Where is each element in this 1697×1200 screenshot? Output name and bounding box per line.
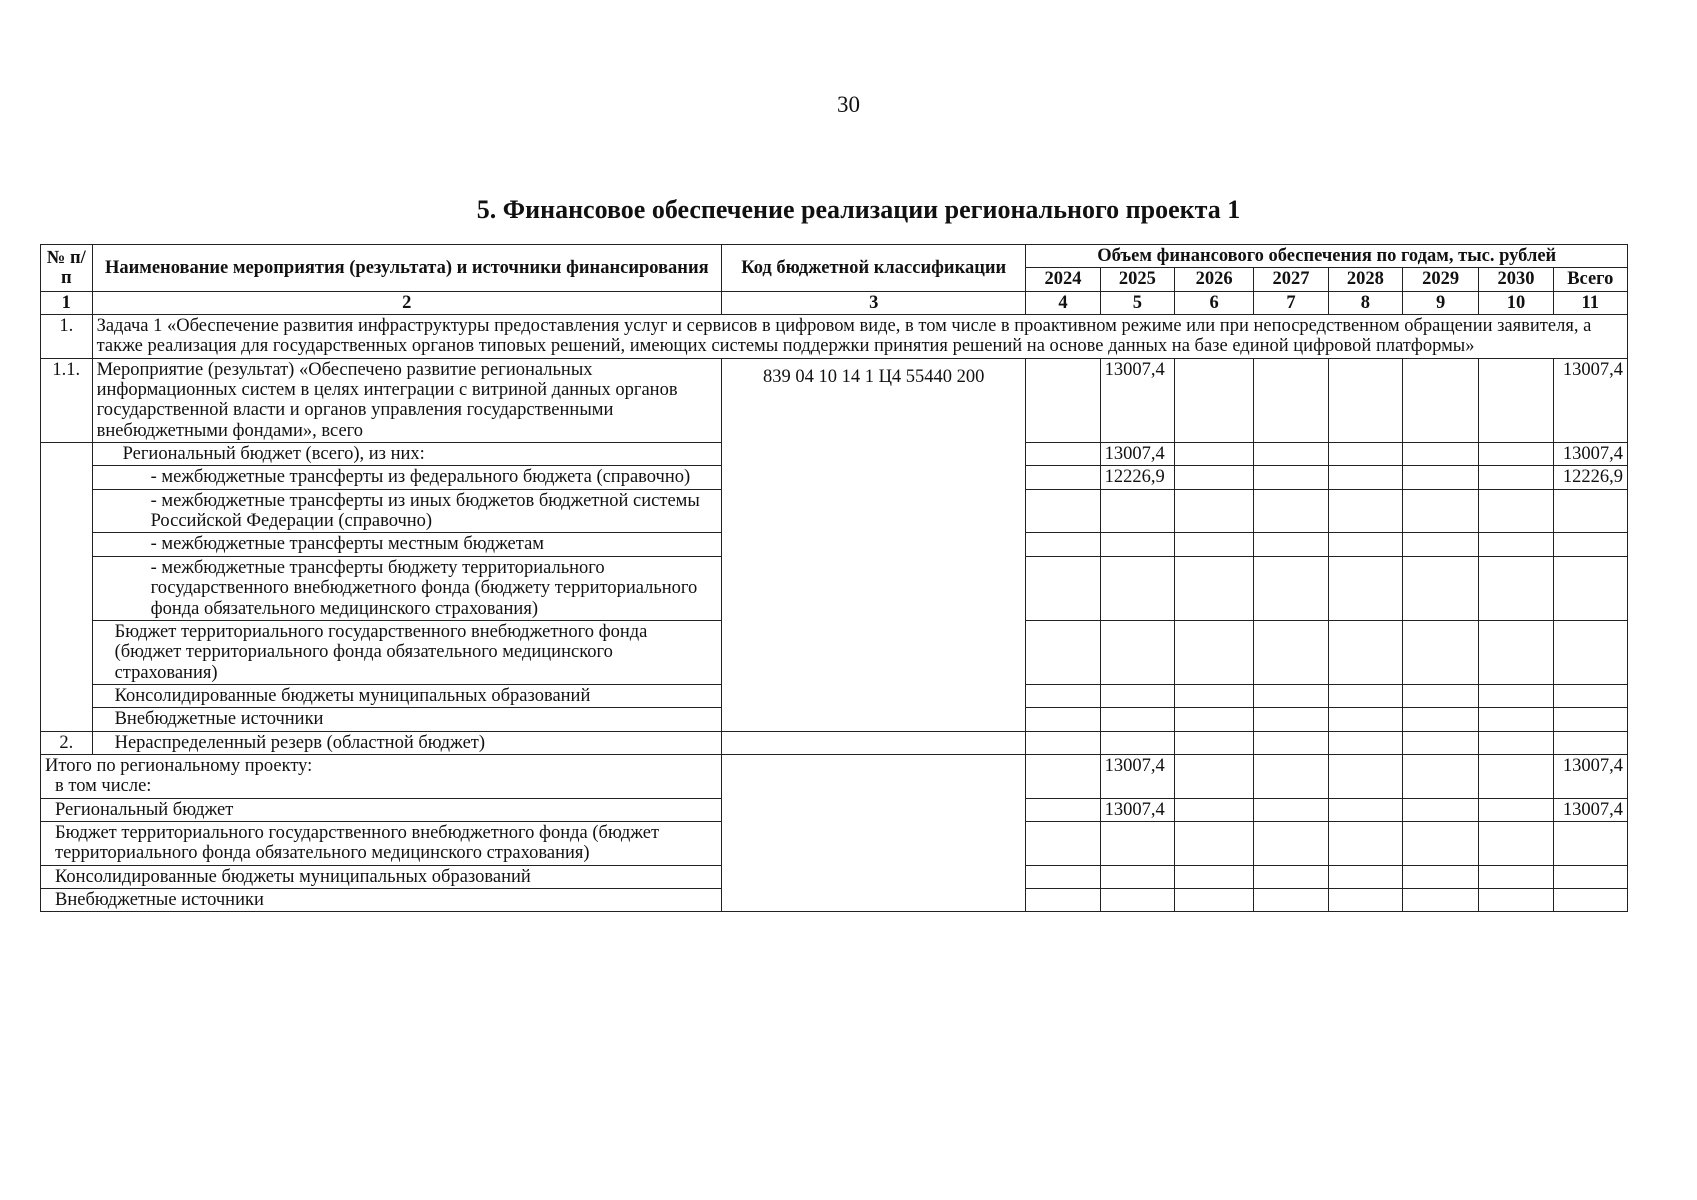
col-header-code: Код бюджетной классификации [722,245,1026,292]
value-cell [1328,443,1402,466]
value-cell [1479,466,1553,489]
value-cell [1026,358,1100,442]
value-cell [1100,556,1174,620]
value-cell [1402,865,1478,888]
value-cell [1328,798,1402,821]
value-cell [1174,821,1253,865]
totals-row [41,754,1628,798]
value-cell [1026,708,1100,731]
page-number: 30 [837,92,860,117]
value-cell [1402,684,1478,707]
value-cell [1402,358,1478,442]
reserve-row [41,731,1628,754]
total-cell [1553,489,1627,533]
total-cell: 12226,9 [1553,466,1627,489]
year-header: 2027 [1254,268,1328,291]
value-cell [1402,798,1478,821]
measure-row [41,358,1628,442]
row-number: 1. [41,315,93,359]
value-cell [1100,620,1174,684]
value-cell [1254,556,1328,620]
value-cell [1402,708,1478,731]
budget-code-empty [722,754,1026,911]
total-cell [1553,888,1627,911]
total-cell: 13007,4 [1553,358,1627,442]
value-cell [1402,821,1478,865]
year-header: 2025 [1100,268,1174,291]
value-cell [1479,556,1553,620]
budget-code: 839 04 10 14 1 Ц4 55440 200 [722,358,1026,731]
value-cell [1328,888,1402,911]
value-cell [1026,556,1100,620]
source-name: - межбюджетные трансферты местным бюджетам [92,533,721,556]
value-cell [1479,533,1553,556]
value-cell [1328,620,1402,684]
total-cell [1553,708,1627,731]
source-name: - межбюджетные трансферты из иных бюджетов бюджетной системы Российской Федерации (справочно) [92,489,721,533]
value-cell [1254,358,1328,442]
value-cell [1174,684,1253,707]
column-number: 9 [1402,291,1478,314]
col-header-volume: Объем финансового обеспечения по годам, тыс. рублей [1026,245,1628,268]
totals-source-name: Бюджет территориального государственного внебюджетного фонда (бюджет территориального фонда обязательного медицинского страхования) [41,821,722,865]
source-name: Внебюджетные источники [92,708,721,731]
header-row-1 [41,245,1628,268]
value-cell [1174,754,1253,798]
task-text: Задача 1 «Обеспечение развития инфраструктуры предоставления услуг и сервисов в цифровом виде, в том числе в проактивном режиме или при непосредственном обращении заявителя, а также реализация для государственных органов типовых решений, имеющих системы поддержки принятия решений на основе данных на базе единой цифровой платформы» [92,315,1627,359]
including-label: в том числе: [55,776,152,797]
value-cell [1328,533,1402,556]
value-cell [1174,865,1253,888]
column-number: 2 [92,291,721,314]
totals-label [41,754,722,798]
budget-code-empty [722,731,1026,754]
value-cell [1174,533,1253,556]
value-cell [1100,684,1174,707]
value-cell [1328,731,1402,754]
row-number: 1.1. [41,358,93,442]
value-cell [1479,754,1553,798]
value-cell [1174,708,1253,731]
source-name: Региональный бюджет (всего), из них: [92,443,721,466]
totals-title: Итого по региональному проекту: [45,755,313,776]
value-cell [1174,443,1253,466]
value-cell [1174,731,1253,754]
column-number: 11 [1553,291,1627,314]
value-cell [1174,798,1253,821]
value-cell [1402,620,1478,684]
value-cell [1402,489,1478,533]
value-cell [1100,731,1174,754]
total-cell [1553,731,1627,754]
total-cell [1553,684,1627,707]
value-cell [1026,821,1100,865]
source-name: Консолидированные бюджеты муниципальных образований [92,684,721,707]
financing-table [40,244,1628,912]
value-cell [1174,888,1253,911]
task-row [41,315,1628,359]
column-number: 6 [1174,291,1253,314]
value-cell [1402,731,1478,754]
column-number: 8 [1328,291,1402,314]
row-number-empty [41,443,93,731]
total-cell: 13007,4 [1553,754,1627,798]
value-cell [1026,443,1100,466]
total-cell [1553,556,1627,620]
value-cell [1174,489,1253,533]
total-header: Всего [1553,268,1627,291]
value-cell [1100,533,1174,556]
value-cell [1174,556,1253,620]
value-cell [1328,556,1402,620]
value-cell [1402,556,1478,620]
measure-name: Мероприятие (результат) «Обеспечено развитие региональных информационных систем в целях интеграции с витриной данных органов государственной власти и органов управления государственными внебюджетными фондами», всего [92,358,721,442]
value-cell [1402,443,1478,466]
value-cell [1254,533,1328,556]
value-cell [1174,466,1253,489]
value-cell [1026,466,1100,489]
total-cell: 13007,4 [1553,443,1627,466]
value-cell [1479,888,1553,911]
year-header: 2028 [1328,268,1402,291]
value-cell [1328,358,1402,442]
value-cell [1100,708,1174,731]
value-cell [1402,888,1478,911]
value-cell: 13007,4 [1100,443,1174,466]
column-number: 10 [1479,291,1553,314]
column-number: 3 [722,291,1026,314]
value-cell [1328,865,1402,888]
source-name: - межбюджетные трансферты бюджету территориального государственного внебюджетного фонда (бюджету территориального фонда обязательного медицинского страхования) [92,556,721,620]
totals-source-name: Региональный бюджет [41,798,722,821]
value-cell [1026,731,1100,754]
total-cell [1553,620,1627,684]
value-cell [1026,865,1100,888]
value-cell [1100,865,1174,888]
value-cell [1402,754,1478,798]
value-cell [1328,821,1402,865]
value-cell [1479,821,1553,865]
value-cell [1100,821,1174,865]
value-cell: 13007,4 [1100,798,1174,821]
value-cell [1254,489,1328,533]
value-cell: 13007,4 [1100,754,1174,798]
value-cell [1174,358,1253,442]
source-name: Бюджет территориального государственного внебюджетного фонда (бюджет территориального фонда обязательного медицинского страхования) [92,620,721,684]
value-cell [1254,731,1328,754]
column-number: 1 [41,291,93,314]
value-cell: 13007,4 [1100,358,1174,442]
year-header: 2024 [1026,268,1100,291]
value-cell [1479,798,1553,821]
reserve-name: Нераспределенный резерв (областной бюджет) [92,731,721,754]
value-cell [1479,865,1553,888]
value-cell [1402,533,1478,556]
column-number: 5 [1100,291,1174,314]
value-cell [1328,489,1402,533]
value-cell [1254,684,1328,707]
source-name: - межбюджетные трансферты из федерального бюджета (справочно) [92,466,721,489]
year-header: 2030 [1479,268,1553,291]
totals-source-name: Внебюджетные источники [41,888,722,911]
value-cell [1402,466,1478,489]
value-cell [1328,754,1402,798]
total-cell [1553,821,1627,865]
value-cell [1254,708,1328,731]
col-header-name: Наименование мероприятия (результата) и источники финансирования [92,245,721,292]
value-cell [1174,620,1253,684]
value-cell [1328,708,1402,731]
value-cell [1254,443,1328,466]
value-cell [1479,443,1553,466]
section-title: 5. Финансовое обеспечение реализации регионального проекта 1 [476,195,1241,224]
value-cell [1328,684,1402,707]
value-cell [1026,489,1100,533]
value-cell [1479,708,1553,731]
column-number-row [41,291,1628,314]
col-header-no: № п/п [41,245,93,292]
value-cell [1254,466,1328,489]
row-number: 2. [41,731,93,754]
year-header: 2026 [1174,268,1253,291]
value-cell [1254,798,1328,821]
value-cell [1026,888,1100,911]
value-cell [1254,888,1328,911]
total-cell [1553,865,1627,888]
value-cell [1026,533,1100,556]
value-cell [1479,358,1553,442]
column-number: 4 [1026,291,1100,314]
total-cell [1553,533,1627,556]
value-cell [1254,754,1328,798]
value-cell [1100,489,1174,533]
value-cell [1479,620,1553,684]
value-cell [1026,754,1100,798]
value-cell: 12226,9 [1100,466,1174,489]
year-header: 2029 [1402,268,1478,291]
value-cell [1479,731,1553,754]
value-cell [1479,684,1553,707]
value-cell [1254,865,1328,888]
total-cell: 13007,4 [1553,798,1627,821]
value-cell [1026,684,1100,707]
value-cell [1328,466,1402,489]
value-cell [1100,888,1174,911]
totals-source-name: Консолидированные бюджеты муниципальных образований [41,865,722,888]
value-cell [1254,620,1328,684]
column-number: 7 [1254,291,1328,314]
value-cell [1026,798,1100,821]
value-cell [1479,489,1553,533]
value-cell [1026,620,1100,684]
value-cell [1254,821,1328,865]
